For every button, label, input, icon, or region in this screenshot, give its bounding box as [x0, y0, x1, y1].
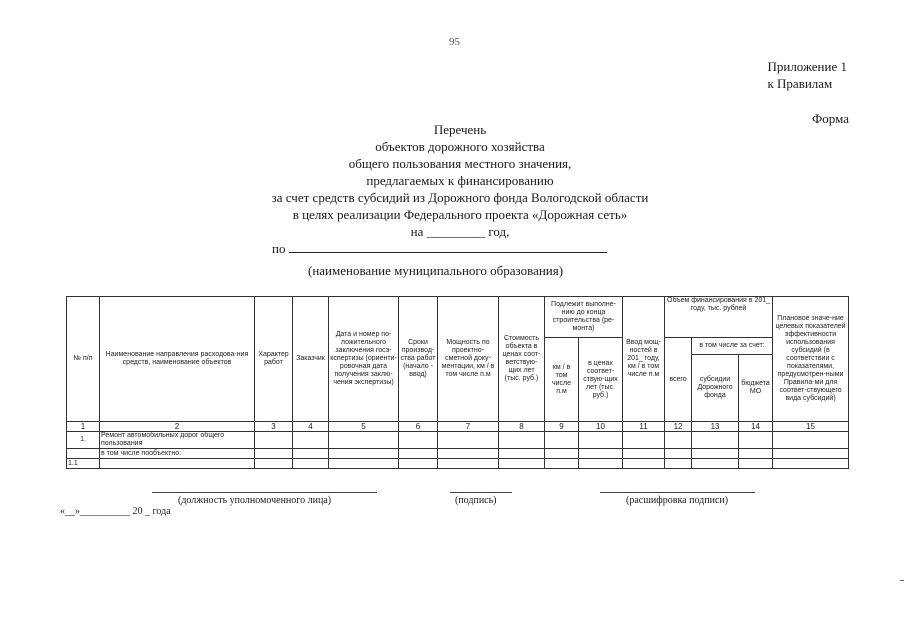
date-field[interactable]: «__»__________ 20 _ года	[60, 506, 171, 517]
cell[interactable]	[579, 459, 623, 469]
column-numbers-row	[67, 422, 849, 432]
cell[interactable]	[623, 449, 665, 459]
header-subsidy: субсидии Дорожного фонда	[692, 355, 739, 422]
position-signature-line[interactable]	[152, 492, 377, 493]
header-name: Наименование направления расходова-ния средств, наименование объектов	[100, 297, 255, 422]
header-financing: Объем финансирования в 201_ году, тыс. рублей	[665, 297, 773, 338]
cell[interactable]	[665, 459, 692, 469]
form-label: Форма	[812, 111, 849, 126]
signature-line[interactable]	[450, 492, 512, 493]
title-line: Перечень	[433, 122, 487, 137]
cell[interactable]	[623, 459, 665, 469]
column-number: 13	[692, 422, 739, 432]
header-customer: Заказчик	[293, 297, 329, 422]
scan-mark	[900, 580, 904, 581]
cell[interactable]	[692, 449, 739, 459]
header-remaining: Подлежит выполне-нию до конца строительства (ре-монта)	[545, 297, 623, 338]
header-remaining-price: в ценах соответ-ствую-щих лет (тыс. руб.)	[579, 338, 623, 422]
table-row	[67, 432, 849, 449]
objects-table	[66, 296, 849, 469]
column-number: 7	[438, 422, 499, 432]
row-name: Ремонт автомобильных дорог общего пользования	[100, 432, 255, 449]
header-commission: Ввод мощ-ностей в 201_ году, км / в том числе п.м	[623, 297, 665, 422]
table-row	[67, 459, 849, 469]
cell[interactable]	[255, 459, 293, 469]
cell[interactable]	[438, 459, 499, 469]
header-remaining-km: км / в том числе п.м	[545, 338, 579, 422]
cell[interactable]	[293, 459, 329, 469]
cell[interactable]	[329, 459, 399, 469]
column-number: 3	[255, 422, 293, 432]
cell[interactable]	[739, 449, 773, 459]
row-name: в том числе пообъектно:	[100, 449, 255, 459]
cell[interactable]	[579, 432, 623, 449]
column-number: 1	[67, 422, 100, 432]
decryption-signature-line[interactable]	[600, 492, 755, 493]
table-row	[67, 449, 849, 459]
header-capacity: Мощность по проектно-сметной доку-ментации, км / в том числе п.м	[438, 297, 499, 422]
document-title	[200, 121, 720, 240]
title-line: на _________ год,	[410, 224, 510, 239]
cell[interactable]	[579, 449, 623, 459]
cell[interactable]	[399, 449, 438, 459]
title-line: объектов дорожного хозяйства	[375, 139, 545, 154]
cell[interactable]	[773, 449, 849, 459]
signature-caption: (подпись)	[455, 495, 497, 506]
cell[interactable]	[692, 432, 739, 449]
column-number: 11	[623, 422, 665, 432]
cell[interactable]	[399, 432, 438, 449]
cell[interactable]	[692, 459, 739, 469]
cell[interactable]	[545, 432, 579, 449]
cell[interactable]	[499, 449, 545, 459]
cell[interactable]	[399, 459, 438, 469]
cell[interactable]	[293, 432, 329, 449]
cell[interactable]	[329, 449, 399, 459]
cell[interactable]	[255, 432, 293, 449]
cell[interactable]	[293, 449, 329, 459]
cell[interactable]	[499, 432, 545, 449]
cell[interactable]	[545, 449, 579, 459]
page-number: 95	[449, 36, 460, 48]
cell[interactable]	[773, 459, 849, 469]
municipality-field	[272, 240, 607, 257]
header-character: Характер работ	[255, 297, 293, 422]
cell[interactable]	[499, 459, 545, 469]
column-number: 12	[665, 422, 692, 432]
column-number: 8	[499, 422, 545, 432]
header-total: всего	[665, 338, 692, 422]
title-line: предлагаемых к финансированию	[366, 173, 554, 188]
header-num: № п/п	[67, 297, 100, 422]
header-budget: бюджета МО	[739, 355, 773, 422]
cell[interactable]	[665, 449, 692, 459]
title-line: общего пользования местного значения,	[348, 156, 572, 171]
title-line: за счет средств субсидий из Дорожного фонда Вологодской области	[271, 190, 649, 205]
header-expertise: Дата и номер по-ложительного заключения госэ-кспертизы (ориенти-ровочная дата получения заклю-чения экспертизы)	[329, 297, 399, 422]
appendix-line-2: к Правилам	[767, 76, 833, 91]
appendix-line-1: Приложение 1	[767, 59, 847, 74]
appendix-header	[767, 58, 847, 92]
header-including: в том числе за счет:	[692, 338, 773, 355]
cell[interactable]	[623, 432, 665, 449]
header-terms: Сроки производ-ства работ (начало - ввод)	[399, 297, 438, 422]
municipality-caption: (наименование муниципального образования)	[308, 263, 564, 278]
title-line: в целях реализации Федерального проекта «Дорожная сеть»	[292, 207, 628, 222]
position-caption: (должность уполномоченного лица)	[178, 495, 332, 506]
column-number: 15	[773, 422, 849, 432]
cell[interactable]	[739, 432, 773, 449]
row-num: 1.	[67, 432, 100, 449]
header-planned: Плановое значе-ние целевых показателей эффективности использования субсидий (в соответствии с показателями, предусмотрен-ными Правила-ми для соответ-ствующего вида субсидий)	[773, 297, 849, 422]
column-number: 6	[399, 422, 438, 432]
cell[interactable]	[773, 432, 849, 449]
cell[interactable]	[438, 449, 499, 459]
header-cost: Стоимость объекта в ценах соот-ветствую-щих лет (тыс. руб.)	[499, 297, 545, 422]
column-number: 5	[329, 422, 399, 432]
row-num	[67, 449, 100, 459]
cell[interactable]	[739, 459, 773, 469]
column-number: 9	[545, 422, 579, 432]
row-name	[100, 459, 255, 469]
column-number: 4	[293, 422, 329, 432]
cell[interactable]	[665, 432, 692, 449]
column-number: 10	[579, 422, 623, 432]
cell[interactable]	[329, 432, 399, 449]
cell[interactable]	[545, 459, 579, 469]
column-number: 2	[100, 422, 255, 432]
po-label: по	[272, 241, 286, 256]
decryption-caption: (расшифровка подписи)	[626, 495, 729, 506]
column-number: 14	[739, 422, 773, 432]
cell[interactable]	[438, 432, 499, 449]
row-num: 1.1	[67, 459, 100, 469]
cell[interactable]	[255, 449, 293, 459]
municipality-blank-line[interactable]	[289, 240, 607, 253]
